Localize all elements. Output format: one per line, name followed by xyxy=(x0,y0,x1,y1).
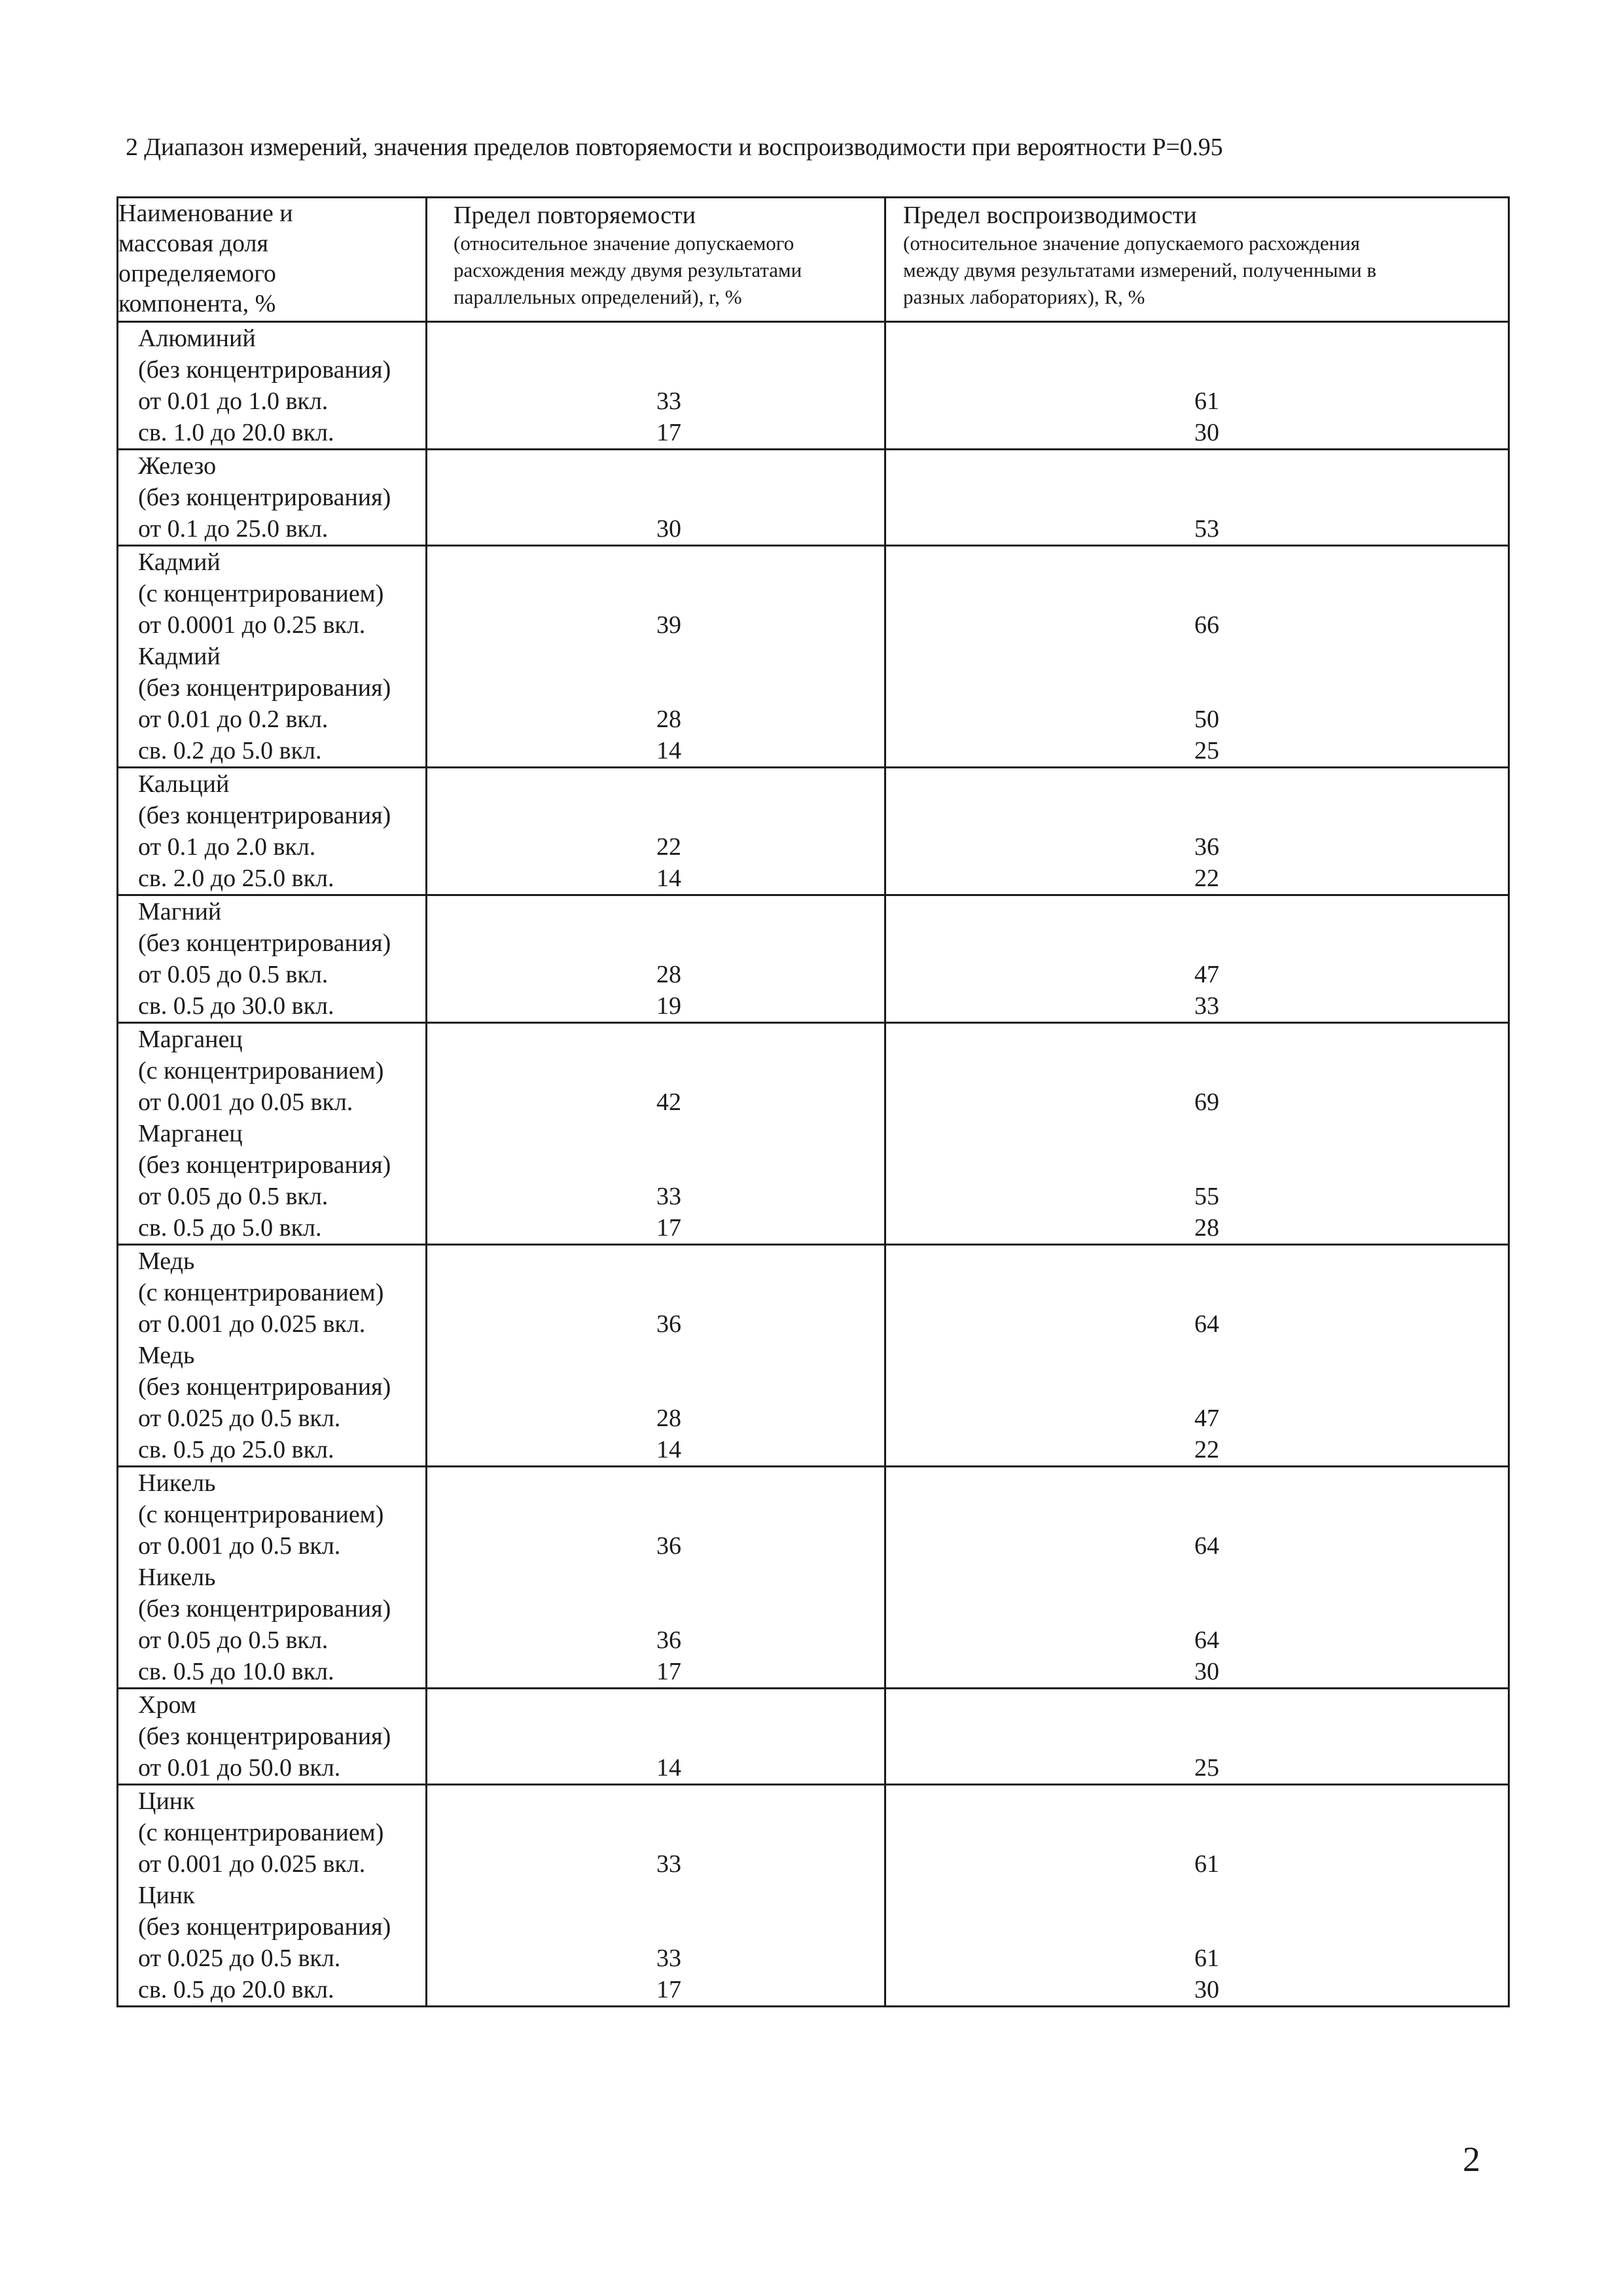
header-reproducibility xyxy=(885,198,1509,322)
reproducibility-value: 30 xyxy=(1194,1658,1219,1685)
component-line: от 0.001 до 0.025 вкл. xyxy=(138,1310,366,1338)
repeatability-value xyxy=(427,1055,884,1086)
repeatability-cell xyxy=(427,546,885,768)
table-row xyxy=(118,546,1509,768)
reproducibility-value xyxy=(886,641,1508,672)
repeatability-cell xyxy=(427,1023,885,1245)
component-line: от 0.05 до 0.5 вкл. xyxy=(138,1626,329,1654)
component-cell xyxy=(118,768,427,895)
component-line: (с концентрированием) xyxy=(138,1501,384,1528)
reproducibility-value xyxy=(886,1340,1508,1371)
component-line: (без концентрирования) xyxy=(138,1373,391,1401)
repeatability-value: 36 xyxy=(656,1532,681,1560)
reproducibility-value xyxy=(886,578,1508,609)
component-cell xyxy=(118,1245,427,1467)
reproducibility-cell xyxy=(885,322,1509,450)
repeatability-value xyxy=(427,800,884,831)
reproducibility-value: 61 xyxy=(1194,1945,1219,1972)
reproducibility-value: 25 xyxy=(1194,1754,1219,1782)
repeatability-value xyxy=(427,1499,884,1530)
repeatability-value xyxy=(427,1880,884,1911)
component-line: от 0.01 до 50.0 вкл. xyxy=(138,1754,341,1782)
repeatability-value xyxy=(427,1817,884,1848)
repeatability-value xyxy=(427,354,884,386)
repeatability-value: 17 xyxy=(656,1214,681,1242)
component-line: Медь xyxy=(138,1342,195,1369)
repeatability-value xyxy=(427,641,884,672)
table-row xyxy=(118,895,1509,1023)
component-cell xyxy=(118,322,427,450)
reproducibility-value: 30 xyxy=(1194,419,1219,446)
repeatability-value xyxy=(427,450,884,482)
repeatability-cell xyxy=(427,1467,885,1689)
reproducibility-value: 47 xyxy=(1194,961,1219,988)
reproducibility-value xyxy=(886,1785,1508,1817)
repeatability-value xyxy=(427,1118,884,1149)
component-line: от 0.001 до 0.025 вкл. xyxy=(138,1850,366,1878)
reproducibility-cell xyxy=(885,450,1509,546)
component-line: от 0.001 до 0.05 вкл. xyxy=(138,1088,353,1116)
repeatability-value: 19 xyxy=(656,992,681,1020)
table-row xyxy=(118,1023,1509,1245)
reproducibility-value: 22 xyxy=(1194,1436,1219,1463)
repeatability-value: 39 xyxy=(656,611,681,639)
repeatability-cell xyxy=(427,322,885,450)
repeatability-value xyxy=(427,482,884,513)
component-line: (с концентрированием) xyxy=(138,1279,384,1306)
component-line: св. 0.5 до 30.0 вкл. xyxy=(138,992,334,1020)
table-row xyxy=(118,768,1509,895)
component-line: Никель xyxy=(138,1469,216,1497)
component-line: св. 0.2 до 5.0 вкл. xyxy=(138,737,322,764)
reproducibility-cell xyxy=(885,768,1509,895)
reproducibility-value: 53 xyxy=(1194,515,1219,543)
component-line: (без концентрирования) xyxy=(138,1595,391,1623)
component-line: (с концентрированием) xyxy=(138,1819,384,1846)
reproducibility-value xyxy=(886,1721,1508,1752)
reproducibility-value xyxy=(886,323,1508,354)
reproducibility-value: 69 xyxy=(1194,1088,1219,1116)
reproducibility-value: 64 xyxy=(1194,1626,1219,1654)
header-component-line: определяемого xyxy=(118,260,276,287)
header-reproducibility-note: между двумя результатами измерений, полученными в xyxy=(903,259,1377,281)
reproducibility-cell xyxy=(885,1467,1509,1689)
component-line: (без концентрирования) xyxy=(138,484,391,511)
repeatability-value: 28 xyxy=(656,706,681,733)
repeatability-value: 33 xyxy=(656,387,681,415)
reproducibility-value xyxy=(886,1689,1508,1721)
repeatability-value: 14 xyxy=(656,737,681,764)
repeatability-value: 17 xyxy=(656,1976,681,2003)
reproducibility-value xyxy=(886,1593,1508,1624)
header-repeatability-note: параллельных определений), r, % xyxy=(454,285,742,308)
header-repeatability xyxy=(427,198,885,322)
repeatability-value xyxy=(427,1689,884,1721)
component-line: (с концентрированием) xyxy=(138,580,384,607)
component-line: Цинк xyxy=(138,1787,195,1815)
component-line: от 0.1 до 2.0 вкл. xyxy=(138,833,316,861)
table-row xyxy=(118,1245,1509,1467)
reproducibility-value xyxy=(886,450,1508,482)
reproducibility-value xyxy=(886,547,1508,578)
reproducibility-value: 64 xyxy=(1194,1532,1219,1560)
repeatability-value: 36 xyxy=(656,1626,681,1654)
reproducibility-value xyxy=(886,672,1508,704)
component-line: св. 0.5 до 25.0 вкл. xyxy=(138,1436,334,1463)
reproducibility-value xyxy=(886,1880,1508,1911)
component-line: Кальций xyxy=(138,770,230,798)
component-line: Железо xyxy=(138,452,217,480)
reproducibility-value xyxy=(886,1277,1508,1308)
component-line: Марганец xyxy=(138,1026,243,1053)
table-row xyxy=(118,1689,1509,1785)
reproducibility-value xyxy=(886,1246,1508,1277)
reproducibility-cell xyxy=(885,895,1509,1023)
component-line: Магний xyxy=(138,898,222,925)
reproducibility-value: 66 xyxy=(1194,611,1219,639)
reproducibility-value xyxy=(886,927,1508,959)
reproducibility-cell xyxy=(885,1023,1509,1245)
component-cell xyxy=(118,1467,427,1689)
repeatability-cell xyxy=(427,895,885,1023)
repeatability-value xyxy=(427,1593,884,1624)
repeatability-value: 33 xyxy=(656,1183,681,1210)
reproducibility-value xyxy=(886,1467,1508,1499)
repeatability-value: 42 xyxy=(656,1088,681,1116)
table-row xyxy=(118,1467,1509,1689)
component-cell xyxy=(118,450,427,546)
repeatability-value: 28 xyxy=(656,1405,681,1432)
reproducibility-value xyxy=(886,354,1508,386)
reproducibility-value xyxy=(886,1911,1508,1943)
table-body xyxy=(118,322,1509,2007)
repeatability-value: 17 xyxy=(656,1658,681,1685)
header-reproducibility-note: разных лабораториях), R, % xyxy=(903,285,1145,308)
component-cell xyxy=(118,1785,427,2007)
component-line: Алюминий xyxy=(138,325,256,352)
table-row xyxy=(118,322,1509,450)
reproducibility-value: 61 xyxy=(1194,1850,1219,1878)
component-line: (без концентрирования) xyxy=(138,356,391,384)
component-line: св. 2.0 до 25.0 вкл. xyxy=(138,865,334,892)
component-cell xyxy=(118,895,427,1023)
component-line: (без концентрирования) xyxy=(138,1723,391,1750)
reproducibility-value: 28 xyxy=(1194,1214,1219,1242)
header-repeatability-title: Предел повторяемости xyxy=(454,202,696,229)
reproducibility-value: 22 xyxy=(1194,865,1219,892)
component-line: Марганец xyxy=(138,1120,243,1147)
component-line: Цинк xyxy=(138,1882,195,1909)
repeatability-value xyxy=(427,672,884,704)
measurement-limits-table xyxy=(116,196,1510,2007)
component-line: Никель xyxy=(138,1564,216,1591)
component-cell xyxy=(118,546,427,768)
component-line: св. 0.5 до 20.0 вкл. xyxy=(138,1976,334,2003)
component-line: Медь xyxy=(138,1247,195,1275)
reproducibility-value xyxy=(886,768,1508,800)
reproducibility-value: 47 xyxy=(1194,1405,1219,1432)
repeatability-value xyxy=(427,1024,884,1055)
component-line: от 0.01 до 1.0 вкл. xyxy=(138,387,329,415)
repeatability-value: 28 xyxy=(656,961,681,988)
component-line: (без концентрирования) xyxy=(138,1913,391,1941)
component-line: (без концентрирования) xyxy=(138,929,391,957)
reproducibility-value xyxy=(886,1055,1508,1086)
repeatability-cell xyxy=(427,1689,885,1785)
reproducibility-value xyxy=(886,1024,1508,1055)
component-line: от 0.05 до 0.5 вкл. xyxy=(138,1183,329,1210)
reproducibility-value: 55 xyxy=(1194,1183,1219,1210)
repeatability-value xyxy=(427,768,884,800)
repeatability-value xyxy=(427,1371,884,1403)
reproducibility-value xyxy=(886,800,1508,831)
component-line: св. 0.5 до 10.0 вкл. xyxy=(138,1658,334,1685)
repeatability-value xyxy=(427,896,884,927)
reproducibility-value xyxy=(886,1817,1508,1848)
reproducibility-value xyxy=(886,896,1508,927)
component-line: от 0.1 до 25.0 вкл. xyxy=(138,515,329,543)
repeatability-value: 36 xyxy=(656,1310,681,1338)
header-component-line: Наименование и xyxy=(118,200,293,227)
reproducibility-cell xyxy=(885,1785,1509,2007)
reproducibility-cell xyxy=(885,1689,1509,1785)
component-cell xyxy=(118,1689,427,1785)
component-line: от 0.01 до 0.2 вкл. xyxy=(138,706,329,733)
header-repeatability-note: расхождения между двумя результатами xyxy=(454,259,802,281)
reproducibility-value: 50 xyxy=(1194,706,1219,733)
component-line: Хром xyxy=(138,1691,196,1719)
page-number: 2 xyxy=(1463,2140,1480,2179)
reproducibility-value xyxy=(886,1562,1508,1593)
repeatability-value xyxy=(427,1785,884,1817)
component-line: от 0.0001 до 0.25 вкл. xyxy=(138,611,366,639)
reproducibility-value: 36 xyxy=(1194,833,1219,861)
reproducibility-value: 30 xyxy=(1194,1976,1219,2003)
header-component-line: компонента, % xyxy=(118,290,276,317)
header-reproducibility-title: Предел воспроизводимости xyxy=(903,202,1197,229)
reproducibility-value xyxy=(886,1149,1508,1181)
repeatability-value xyxy=(427,1911,884,1943)
repeatability-value: 17 xyxy=(656,419,681,446)
component-line: св. 0.5 до 5.0 вкл. xyxy=(138,1214,322,1242)
repeatability-value: 33 xyxy=(656,1945,681,1972)
table-header-row xyxy=(118,198,1509,322)
repeatability-value: 22 xyxy=(656,833,681,861)
reproducibility-value: 33 xyxy=(1194,992,1219,1020)
header-component xyxy=(118,198,427,322)
component-line: (без концентрирования) xyxy=(138,802,391,829)
repeatability-value: 30 xyxy=(656,515,681,543)
header-component-line: массовая доля xyxy=(118,230,268,257)
component-line: св. 1.0 до 20.0 вкл. xyxy=(138,419,334,446)
component-line: от 0.05 до 0.5 вкл. xyxy=(138,961,329,988)
header-repeatability-note: (относительное значение допускаемого xyxy=(454,232,794,255)
repeatability-value xyxy=(427,1721,884,1752)
component-line: от 0.001 до 0.5 вкл. xyxy=(138,1532,341,1560)
table-row xyxy=(118,450,1509,546)
repeatability-value: 33 xyxy=(656,1850,681,1878)
table-row xyxy=(118,1785,1509,2007)
component-line: Кадмий xyxy=(138,548,221,576)
component-line: от 0.025 до 0.5 вкл. xyxy=(138,1945,341,1972)
repeatability-cell xyxy=(427,1245,885,1467)
reproducibility-value: 61 xyxy=(1194,387,1219,415)
repeatability-value xyxy=(427,1246,884,1277)
component-line: (без концентрирования) xyxy=(138,1151,391,1179)
repeatability-value xyxy=(427,1340,884,1371)
repeatability-value xyxy=(427,1277,884,1308)
header-reproducibility-note: (относительное значение допускаемого расхождения xyxy=(903,232,1361,255)
repeatability-value xyxy=(427,323,884,354)
reproducibility-cell xyxy=(885,1245,1509,1467)
repeatability-value xyxy=(427,1149,884,1181)
repeatability-value xyxy=(427,1562,884,1593)
repeatability-value xyxy=(427,927,884,959)
reproducibility-value xyxy=(886,1118,1508,1149)
reproducibility-value: 25 xyxy=(1194,737,1219,764)
reproducibility-value: 64 xyxy=(1194,1310,1219,1338)
component-line: (с концентрированием) xyxy=(138,1057,384,1085)
reproducibility-cell xyxy=(885,546,1509,768)
repeatability-value xyxy=(427,1467,884,1499)
section-heading: 2 Диапазон измерений, значения пределов повторяемости и воспроизводимости при вероятности P=0.95 xyxy=(126,134,1223,161)
component-line: (без концентрирования) xyxy=(138,674,391,702)
repeatability-value xyxy=(427,547,884,578)
component-line: Кадмий xyxy=(138,643,221,670)
repeatability-cell xyxy=(427,1785,885,2007)
reproducibility-value xyxy=(886,1371,1508,1403)
component-cell xyxy=(118,1023,427,1245)
repeatability-cell xyxy=(427,450,885,546)
repeatability-value: 14 xyxy=(656,1754,681,1782)
repeatability-cell xyxy=(427,768,885,895)
component-line: от 0.025 до 0.5 вкл. xyxy=(138,1405,341,1432)
reproducibility-value xyxy=(886,482,1508,513)
reproducibility-value xyxy=(886,1499,1508,1530)
repeatability-value: 14 xyxy=(656,865,681,892)
repeatability-value: 14 xyxy=(656,1436,681,1463)
repeatability-value xyxy=(427,578,884,609)
